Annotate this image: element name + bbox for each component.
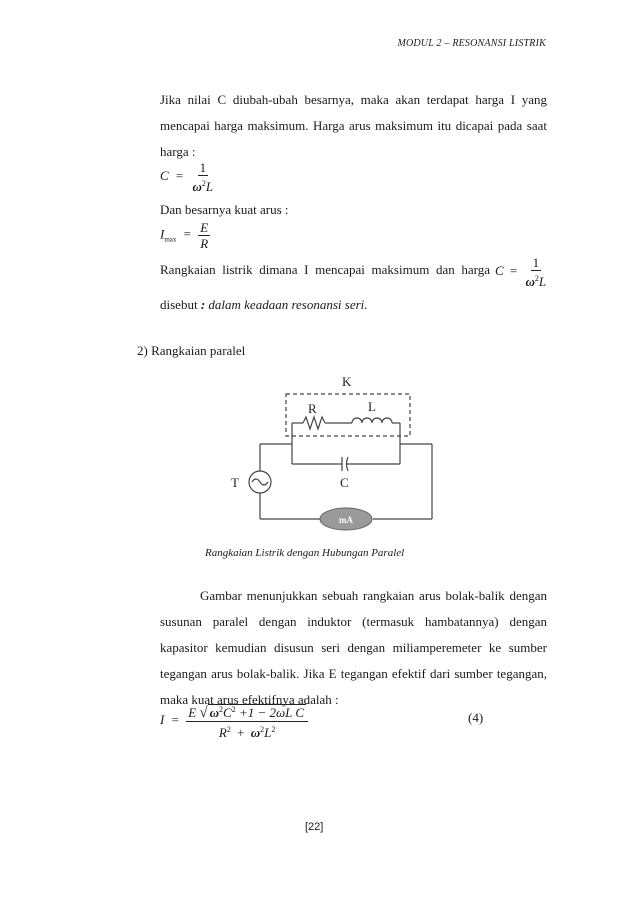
eq-imax-denominator: R (200, 236, 209, 251)
label-l: L (368, 399, 376, 414)
paragraph-line: tegangan arus bolak-balik. Jika E tegangan efektif dari sumber tegangan, (160, 666, 547, 681)
paragraph-line: mencapai harga maksimum. Harga arus maksimum itu dicapai pada saat (160, 118, 547, 133)
paragraph-line: susunan paralel dengan induktor (termasuk hambatannya) dengan (160, 614, 547, 629)
omega-symbol: ω (525, 274, 535, 289)
meter-label: mA (339, 515, 353, 525)
eq-c-numerator: 1 (532, 255, 540, 270)
page-header: MODUL 2 – RESONANSI LISTRIK (397, 38, 546, 49)
eq-c-operator: = (509, 262, 518, 278)
exponent: 2 (271, 725, 276, 734)
label-c: C (340, 475, 349, 490)
colon: : (200, 297, 206, 312)
inductance-symbol: L (205, 179, 214, 194)
figure-caption: Rangkaian Listrik dengan Hubungan Paralel (205, 547, 405, 559)
resistor-symbol (303, 417, 325, 429)
paragraph-3: Rangkaian listrik dimana I mencapai maksimum dan harga (160, 262, 490, 277)
label-r: R (308, 401, 317, 416)
sqrt-icon: √ (199, 705, 208, 721)
inductor-symbol (352, 418, 392, 423)
italic-phrase: dalam keadaan resonansi seri. (208, 297, 368, 312)
paragraph-text: disebut (160, 297, 198, 312)
paragraph-line: harga : (160, 144, 196, 159)
paragraph-line: Dan besarnya kuat arus : (160, 202, 289, 217)
switch-k-box (286, 394, 410, 436)
emf-symbol: E (188, 705, 197, 720)
paragraph-5 (160, 583, 547, 713)
page-number: [22] (305, 821, 324, 833)
exponent: 2 (226, 725, 231, 734)
eq-imax-subscript: max (164, 235, 177, 244)
exponent: 2 (260, 725, 265, 734)
plus-operator: + (237, 725, 245, 740)
eq4-numerator (186, 702, 308, 722)
eq-c-lhs: C (495, 262, 504, 278)
exponent: 2 (231, 705, 236, 714)
eq-imax-operator: = (183, 226, 191, 242)
eq4-operator: = (171, 711, 179, 727)
omega-symbol: ω (209, 705, 220, 720)
eq-imax-numerator: E (200, 220, 209, 235)
eq-c-lhs: C (160, 167, 169, 183)
capacitance-symbol: C (223, 705, 232, 720)
radicand (208, 704, 306, 720)
eq-imax-lhs: I (160, 226, 165, 242)
eq-c-operator: = (175, 167, 184, 183)
equation-number: (4) (468, 710, 484, 725)
eq4-lhs: I (160, 711, 165, 727)
resistance-symbol: R (218, 725, 227, 740)
exponent: 2 (201, 179, 206, 188)
radicand-rest: +1 − 2ωL C (238, 705, 305, 720)
eq4-fraction (186, 702, 308, 740)
eq4-denominator (217, 722, 277, 740)
inductance-symbol: L (538, 274, 547, 289)
label-k: K (342, 374, 352, 389)
eq-c-numerator: 1 (199, 160, 207, 175)
exponent: 2 (219, 705, 224, 714)
paragraph-line: kapasitor kemudian disusun seri dengan miliamperemeter ke sumber (160, 640, 547, 655)
exponent: 2 (534, 274, 539, 283)
inductance-symbol: L (264, 725, 272, 740)
equation-4 (160, 702, 308, 740)
section-heading: 2) Rangkaian paralel (137, 343, 246, 358)
label-t: T (231, 475, 239, 490)
omega-symbol: ω (192, 179, 202, 194)
paragraph-line: Gambar menunjukkan sebuah rangkaian arus bolak-balik dengan (200, 588, 547, 603)
paragraph-line: maka kuat arus efektifnya adalah : (160, 692, 339, 707)
omega-symbol: ω (250, 725, 261, 740)
paragraph-line: Jika nilai C diubah-ubah besarnya, maka akan terdapat harga I yang (160, 92, 547, 107)
